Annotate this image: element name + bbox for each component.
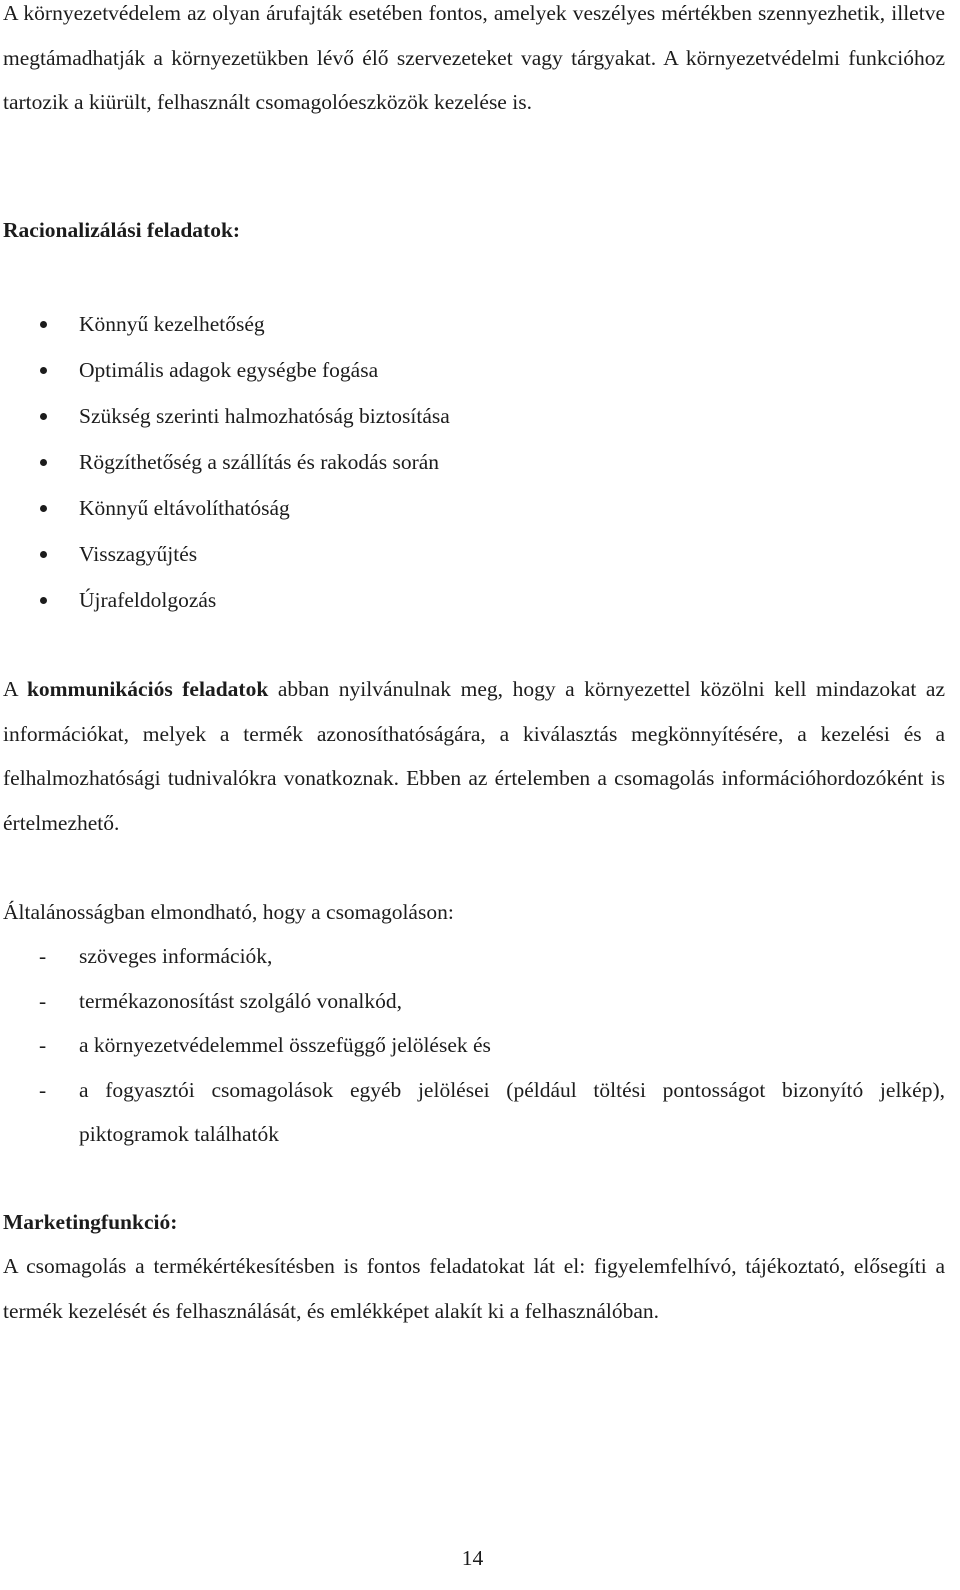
- bullet-icon: [40, 459, 47, 466]
- list-item: [3, 301, 945, 347]
- rationalization-list: [3, 301, 945, 623]
- list-item-text: termékazonosítást szolgáló vonalkód,: [79, 988, 403, 1013]
- list-item-text: Újrafeldolgozás: [79, 588, 217, 612]
- marketing-heading: Marketingfunkció:: [3, 1210, 178, 1234]
- bullet-icon: [40, 551, 47, 558]
- list-item: [3, 1068, 945, 1157]
- bullet-icon: [40, 597, 47, 604]
- list-item: [3, 979, 945, 1024]
- list-item: [3, 531, 945, 577]
- list-item-text: a környezetvédelemmel összefüggő jelölések és: [79, 1033, 491, 1057]
- dash-marker: -: [39, 1033, 47, 1057]
- list-item-text: a fogyasztói csomagolások egyéb jelölései (például töltési pontosságot bizonyító jelkép), piktogramok találhatók: [79, 1077, 945, 1146]
- bullet-icon: [40, 367, 47, 374]
- list-item-text: Könnyű kezelhetőség: [79, 312, 265, 336]
- communication-lead: A: [3, 677, 27, 701]
- communication-paragraph: [3, 667, 945, 845]
- list-item: [3, 577, 945, 623]
- general-list: [3, 934, 945, 1157]
- communication-bold-term: kommunikációs feladatok: [26, 677, 269, 701]
- general-intro: Általánosságban elmondható, hogy a csomagoláson:: [3, 900, 454, 924]
- list-item: [3, 934, 945, 979]
- bullet-icon: [40, 505, 47, 512]
- rationalization-heading: Racionalizálási feladatok:: [3, 218, 241, 242]
- list-item-text: szöveges információk,: [79, 944, 273, 968]
- dash-marker: -: [39, 988, 47, 1013]
- marketing-paragraph: A csomagolás a termékértékesítésben is fontos feladatokat lát el: figyelemfelhívó, tájékoztató, elősegíti a termék kezelését és felhasználását, és emlékképet alakít ki a felhasználóban.: [3, 1254, 945, 1323]
- bullet-icon: [40, 321, 47, 328]
- list-item-text: Könnyű eltávolíthatóság: [79, 496, 290, 520]
- list-item: [3, 347, 945, 393]
- list-item: [3, 485, 945, 531]
- dash-marker: -: [39, 1077, 47, 1102]
- list-item-text: Optimális adagok egységbe fogása: [79, 358, 379, 382]
- list-item-text: Visszagyűjtés: [79, 542, 198, 566]
- intro-paragraph: A környezetvédelem az olyan árufajták esetében fontos, amelyek veszélyes mértékben szennyezhetik, illetve megtámadhatják a környezetükben lévő élő szervezeteket vagy tárgyakat. A környezetvédelmi funkcióhoz tartozik a kiürült, felhasznált csomagolóeszközök kezelése is.: [3, 1, 945, 114]
- list-item-text: Rögzíthetőség a szállítás és rakodás során: [79, 450, 440, 474]
- list-item-text: Szükség szerinti halmozhatóság biztosítása: [79, 404, 450, 428]
- page-number: 14: [461, 1546, 484, 1570]
- dash-marker: -: [39, 944, 47, 968]
- list-item: [3, 439, 945, 485]
- communication-rest: abban nyilvánulnak meg, hogy a környezettel közölni kell mindazokat az információkat, melyek a termék azonosíthatóságára, a kiválasztás megkönnyítésére, a kezelési és a felhalmozhatósági tudnivalókra vonatkoznak. Ebben az értelemben a csomagolás információhordozóként is értelmezhető.: [3, 677, 946, 835]
- list-item: [3, 393, 945, 439]
- bullet-icon: [40, 413, 47, 420]
- list-item: [3, 1023, 945, 1068]
